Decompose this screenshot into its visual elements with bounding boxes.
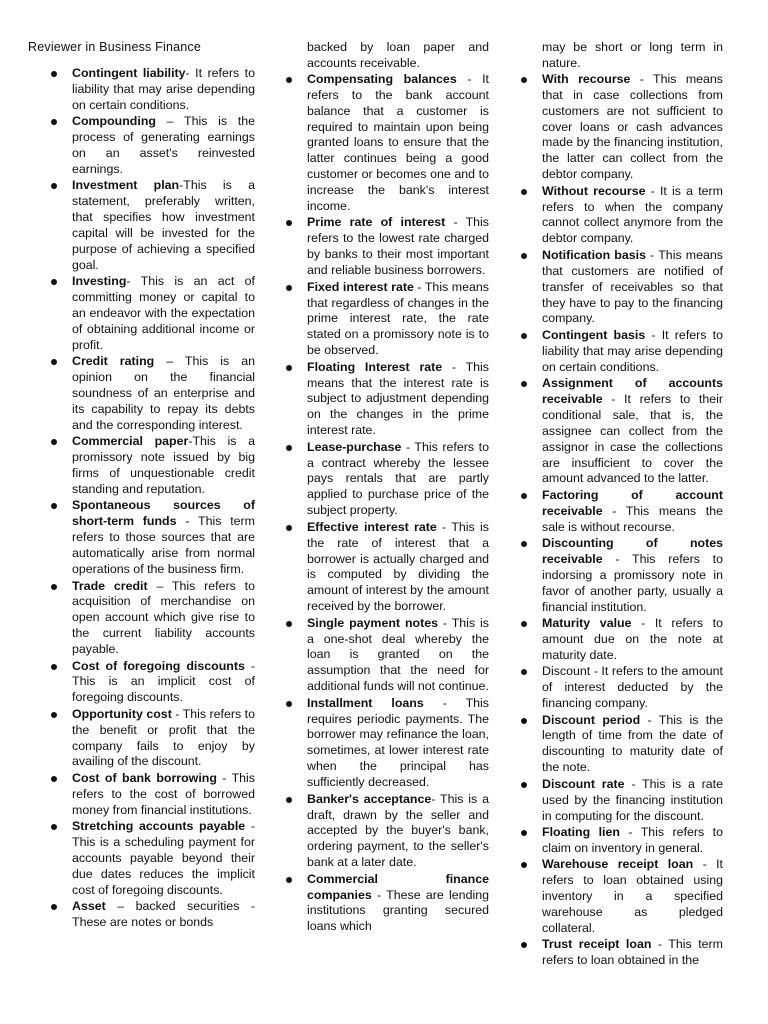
list-item: Cost of bank borrowing - This refers to the cost of borrowed money from financial institutions. <box>72 770 256 817</box>
list-item: Discount period - This is the length of time from the date of discounting to maturity date of the note. <box>542 712 723 775</box>
continuation-text: backed by loan paper and accounts receivable. <box>307 40 489 70</box>
list-item: Cost of foregoing discounts - This is an implicit cost of foregoing discounts. <box>72 658 255 705</box>
list-item: Floating lien - This refers to claim on inventory in general. <box>542 824 723 855</box>
list-item: Stretching accounts payable - This is a scheduling payment for accounts payable beyond their due dates reduces the implicit cost of foregoing discounts. <box>72 819 255 897</box>
list-item: Floating Interest rate - This means that the interest rate is subject to adjustment depending on the changes in the prime interest rate. <box>307 359 489 438</box>
list-item: Contingent liability- It refers to liability that may arise depending on certain conditions. <box>72 66 255 112</box>
list-item: Contingent basis - It refers to liability that may arise depending on certain conditions. <box>542 327 723 374</box>
list-item: Banker's acceptance- This is a draft, drawn by the seller and accepted by the buyer's bank, ordering payment, to the seller's bank at a later date. <box>307 791 490 870</box>
list-item: Lease-purchase - This refers to a contract whereby the lessee pays rentals that are partly applied to purchase price of the subject property. <box>307 439 489 518</box>
term-list <box>542 72 723 969</box>
column-3 <box>542 40 723 970</box>
list-item: Single payment notes - This is a one-shot deal whereby the loan is granted on the assumption that the need for additional funds will not continue. <box>307 615 489 694</box>
list-item: Assignment of accounts receivable - It refers to their conditional sale, that is, the assignee can collect from the assignor in case the collections are insufficient to cover the amount advanced to the latter. <box>542 376 723 486</box>
continuation-text: may be short or long term in nature. <box>542 40 723 70</box>
list-item: Compensating balances - It refers to the bank account balance that a customer is required to maintain upon being granted loans to ensure that the latter continues being a good customer or becomes one and to increase the bank's interest income. <box>307 71 489 214</box>
list-item: Installment loans - This requires periodic payments. The borrower may refinance the loan, sometimes, at lower interest rate when the principal has sufficiently decreased. <box>307 695 489 790</box>
list-item: Notification basis - This means that customers are notified of transfer of receivables so that they have to pay to the financing company. <box>542 247 723 326</box>
page-title: Reviewer in Business Finance <box>28 40 202 54</box>
list-item: Fixed interest rate - This means that regardless of changes in the prime interest rate, the rate stated on a promissory note is to be observed. <box>307 279 489 358</box>
list-item: Investing- This is an act of committing money or capital to an endeavor with the expectation of obtaining additional income or profit. <box>72 274 255 352</box>
list-item: Discount rate - This is a rate used by the financing institution in computing for the discount. <box>542 776 723 823</box>
list-item: Discounting of notes receivable - This refers to indorsing a promissory note in favor of another party, usually a financial institution. <box>542 536 723 614</box>
list-item: Trade credit – This refers to acquisition of merchandise on open account which give rise to the current liability accounts payable. <box>72 578 255 657</box>
list-item: Spontaneous sources of short-term funds - This term refers to those sources that are automatically arise from normal operations of the business firm. <box>72 498 255 577</box>
list-item: Warehouse receipt loan - It refers to loan obtained using inventory in a specified warehouse as pledged collateral. <box>542 857 723 935</box>
list-item: Opportunity cost - This refers to the benefit or profit that the company fails to enjoy by availing of the discount. <box>72 706 255 769</box>
list-item: Prime rate of interest - This refers to the lowest rate charged by banks to their most important and reliable business borrowers. <box>307 215 489 278</box>
list-item: Commercial finance companies - These are lending institutions granting secured loans which <box>307 871 489 934</box>
list-item: Effective interest rate - This is the rate of interest that a borrower is actually charged and is computed by dividing the amount of interest by the amount received by the borrower. <box>307 519 489 614</box>
list-item: Credit rating – This is an opinion on the financial soundness of an enterprise and its capability to repay its debts and the corresponding interest. <box>72 354 255 432</box>
list-item: With recourse - This means that in case collections from customers are not sufficient to cover loans or cash advances made by the financing institution, the latter can collect from the debtor company. <box>542 71 724 182</box>
column-2 <box>307 40 489 936</box>
list-item: Trust receipt loan - This term refers to loan obtained in the <box>542 937 724 968</box>
term-list <box>72 66 255 931</box>
list-item: Asset – backed securities - These are notes or bonds <box>72 899 255 930</box>
list-item: Factoring of account receivable - This means the sale is without recourse. <box>542 487 723 534</box>
list-item: Discount - It refers to the amount of interest deducted by the financing company. <box>542 664 723 711</box>
list-item: Commercial paper-This is a promissory note issued by big firms of unquestionable credit standing and reputation. <box>72 434 255 497</box>
term-list <box>307 72 489 935</box>
list-item: Investment plan-This is a statement, preferably written, that specifies how investment capital will be invested for the purpose of achieving a specified goal. <box>72 178 256 272</box>
list-item: Compounding – This is the process of generating earnings on an asset's reinvested earnings. <box>72 114 255 176</box>
column-1 <box>72 66 255 931</box>
list-item: Without recourse - It is a term refers to when the company cannot collect anymore from the debtor company. <box>542 183 723 246</box>
list-item: Maturity value - It refers to amount due on the note at maturity date. <box>542 616 723 662</box>
